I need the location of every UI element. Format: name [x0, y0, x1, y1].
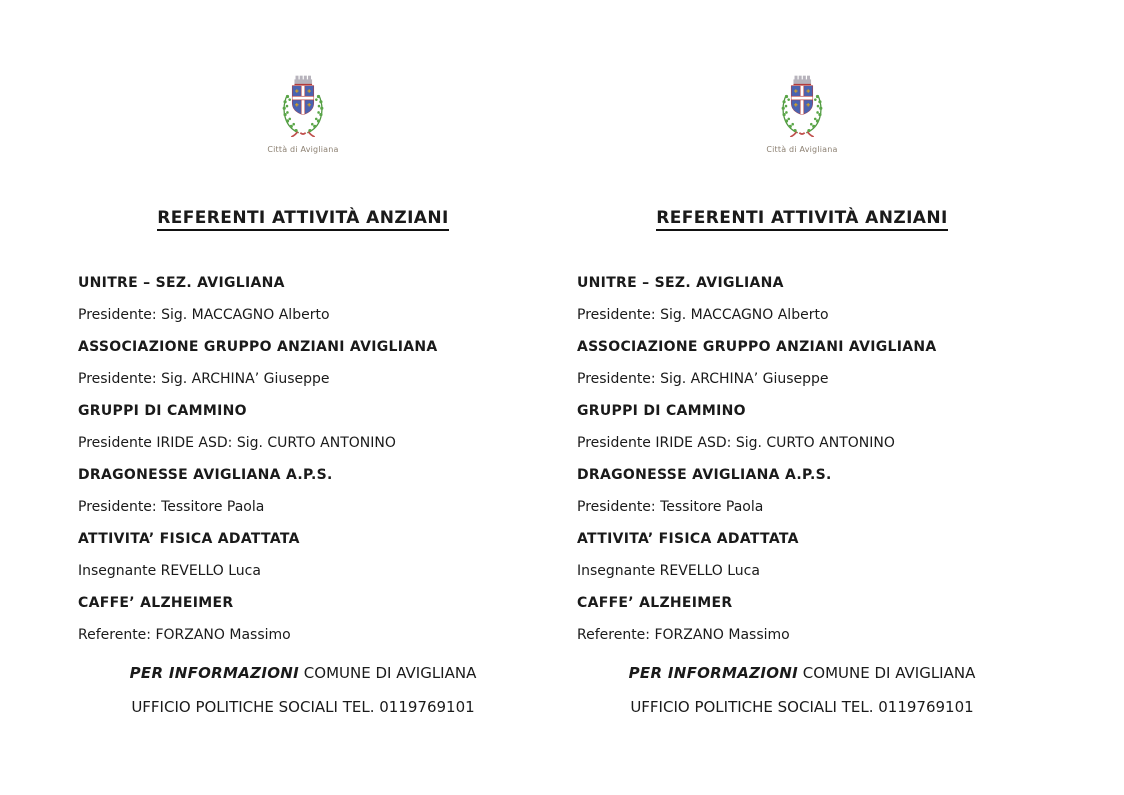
info-label: PER INFORMAZIONI — [628, 664, 799, 682]
contact-line: Presidente: Tessitore Paola — [577, 499, 764, 515]
org-name: GRUPPI DI CAMMINO — [577, 403, 746, 419]
contact-line: Referente: FORZANO Massimo — [577, 627, 790, 643]
org-name: CAFFE’ ALZHEIMER — [577, 595, 733, 611]
org-name: DRAGONESSE AVIGLIANA A.P.S. — [577, 467, 832, 483]
referent-list — [78, 267, 528, 651]
contact-line: Insegnante REVELLO Luca — [577, 563, 760, 579]
contact-line: Presidente: Sig. ARCHINA’ Giuseppe — [577, 371, 829, 387]
ribbon — [291, 132, 314, 137]
contact-line: Presidente: Sig. ARCHINA’ Giuseppe — [78, 371, 330, 387]
org-name: ASSOCIAZIONE GRUPPO ANZIANI AVIGLIANA — [78, 339, 438, 355]
crest-caption: Città di Avigliana — [267, 145, 339, 154]
crest-block — [78, 73, 528, 156]
crown — [294, 76, 312, 85]
contact-line: Insegnante REVELLO Luca — [78, 563, 261, 579]
crown — [793, 76, 811, 85]
crest-block — [577, 73, 1027, 156]
crown-ribbon — [793, 84, 811, 85]
contact-line: Referente: FORZANO Massimo — [78, 627, 291, 643]
contact-line: Presidente: Sig. MACCAGNO Alberto — [577, 307, 829, 323]
org-name: ATTIVITA’ FISICA ADATTATA — [78, 531, 300, 547]
contact-line: Presidente: Sig. MACCAGNO Alberto — [78, 307, 330, 323]
org-name: DRAGONESSE AVIGLIANA A.P.S. — [78, 467, 333, 483]
org-name: GRUPPI DI CAMMINO — [78, 403, 247, 419]
flyer-right — [577, 0, 1027, 795]
ribbon — [790, 132, 813, 137]
org-name: UNITRE – SEZ. AVIGLIANA — [577, 275, 784, 291]
org-name: UNITRE – SEZ. AVIGLIANA — [78, 275, 285, 291]
crown-ribbon — [294, 84, 312, 85]
flyer-left — [78, 0, 528, 795]
citta-di-avigliana-crest-icon — [270, 73, 336, 137]
citta-di-avigliana-crest-icon — [769, 73, 835, 137]
contact-line: Presidente IRIDE ASD: Sig. CURTO ANTONINO — [577, 435, 895, 451]
info-label: PER INFORMAZIONI — [129, 664, 300, 682]
office-phone-line: UFFICIO POLITICHE SOCIALI TEL. 0119769101 — [630, 698, 974, 716]
info-line — [577, 656, 1027, 690]
info-text: COMUNE DI AVIGLIANA — [303, 664, 477, 682]
info-line — [78, 656, 528, 690]
info-text: COMUNE DI AVIGLIANA — [802, 664, 976, 682]
org-name: ASSOCIAZIONE GRUPPO ANZIANI AVIGLIANA — [577, 339, 937, 355]
crest-caption: Città di Avigliana — [766, 145, 838, 154]
page-title: REFERENTI ATTIVITÀ ANZIANI — [577, 206, 1027, 230]
referent-list — [577, 267, 1027, 651]
contact-line: Presidente IRIDE ASD: Sig. CURTO ANTONINO — [78, 435, 396, 451]
page-title: REFERENTI ATTIVITÀ ANZIANI — [78, 206, 528, 230]
org-name: CAFFE’ ALZHEIMER — [78, 595, 234, 611]
contact-line: Presidente: Tessitore Paola — [78, 499, 265, 515]
office-phone-line: UFFICIO POLITICHE SOCIALI TEL. 0119769101 — [131, 698, 475, 716]
org-name: ATTIVITA’ FISICA ADATTATA — [577, 531, 799, 547]
